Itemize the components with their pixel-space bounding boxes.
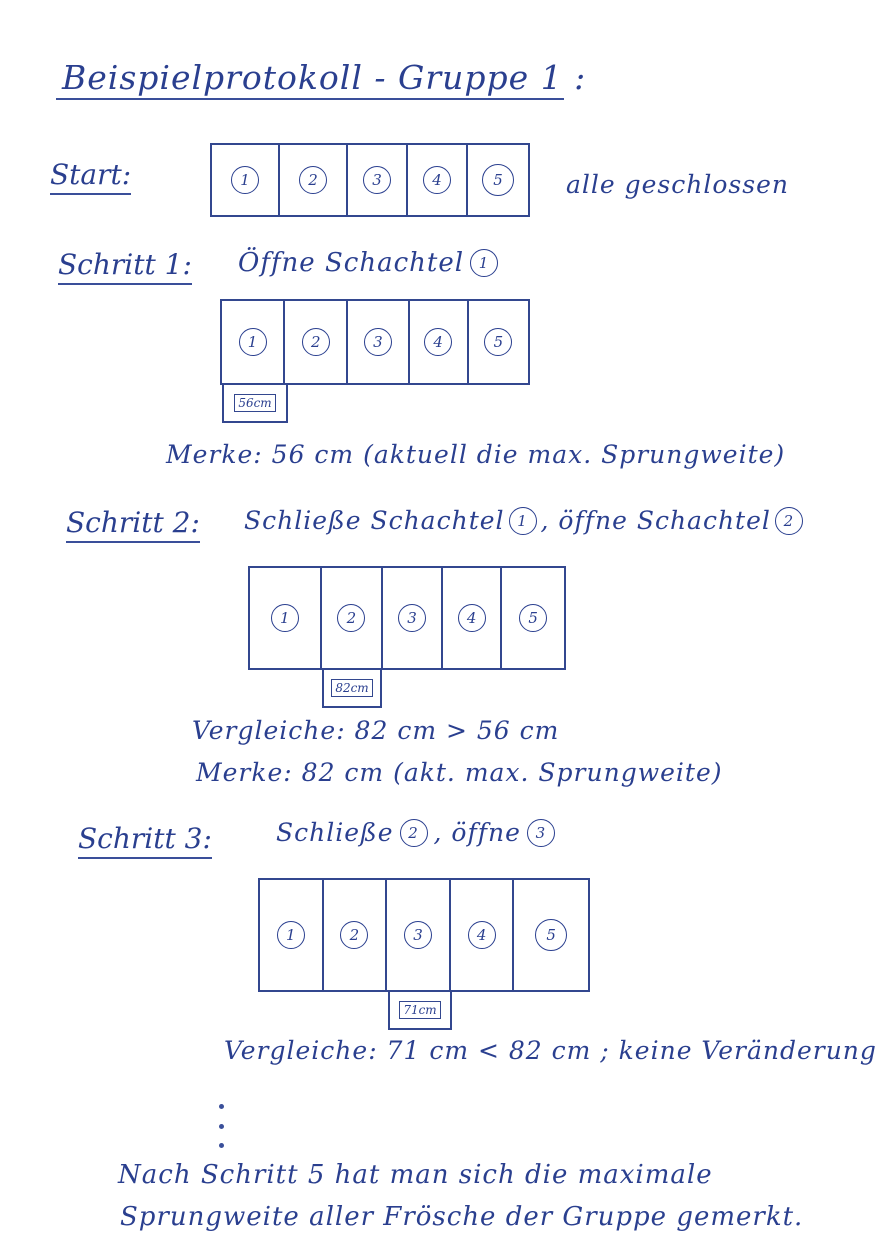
box-number: 3 [364,328,392,356]
step3-compare: Vergleiche: 71 cm < 82 cm ; keine Veränderung [224,1036,877,1065]
box-number: 2 [299,166,327,194]
box-cell [451,880,515,990]
ellipsis-dot [219,1143,224,1148]
step1-label [58,248,192,281]
step2-label [66,506,200,539]
step3-action-text-2: , öffne [433,818,521,847]
page-title: Beispielprotokoll - Gruppe 1 : [62,58,587,97]
box-cell [222,301,285,383]
step1-action [238,248,498,278]
box-cell [468,145,528,215]
box-cell [285,301,348,383]
step2-measurement [322,668,382,708]
box-cell [502,568,564,668]
box-cell [410,301,469,383]
step2-action [244,506,803,535]
step2-note: Merke: 82 cm (akt. max. Sprungweite) [196,758,723,787]
step2-label-text: Schritt 2: [66,506,200,543]
box-number: 2 [302,328,330,356]
step1-action-text: Öffne Schachtel [238,248,465,278]
box-number: 5 [535,919,567,951]
box-number: 5 [482,164,514,196]
step2-box-row [248,566,566,670]
box-cell [383,568,443,668]
step3-action-box-2: 3 [527,819,555,847]
step2-action-text-1: Schließe Schachtel [244,506,505,535]
step2-measurement-text: 82cm [331,679,372,697]
box-number: 1 [277,921,305,949]
box-number: 2 [340,921,368,949]
box-cell [322,568,384,668]
box-cell [469,301,528,383]
step2-action-box-2: 2 [775,507,803,535]
step2-compare: Vergleiche: 82 cm > 56 cm [192,716,560,745]
box-number: 3 [363,166,391,194]
step1-measurement [222,383,288,423]
box-number: 4 [424,328,452,356]
box-number: 4 [423,166,451,194]
conclusion-line-2: Sprungweite aller Frösche der Gruppe gemerkt. [120,1202,804,1232]
box-number: 5 [519,604,547,632]
box-number: 1 [239,328,267,356]
box-cell [443,568,503,668]
box-number: 3 [398,604,426,632]
step1-action-box: 1 [470,249,498,277]
box-cell [348,145,408,215]
step3-action [276,818,555,847]
ellipsis-dot [219,1124,224,1129]
step3-box-row [258,878,590,992]
box-number: 1 [231,166,259,194]
box-cell [324,880,388,990]
box-number: 1 [271,604,299,632]
start-box-row [210,143,530,217]
step3-action-text-1: Schließe [276,818,394,847]
step2-action-text-2: , öffne Schachtel [540,506,771,535]
step3-label-text: Schritt 3: [78,822,212,859]
conclusion-line-1: Nach Schritt 5 hat man sich die maximale [118,1160,713,1190]
ellipsis-dot [219,1104,224,1109]
box-number: 3 [404,921,432,949]
start-note: alle geschlossen [566,170,789,199]
box-cell [280,145,348,215]
step1-label-text: Schritt 1: [58,248,192,285]
box-number: 5 [484,328,512,356]
start-label [50,158,131,191]
title-underline [56,98,564,100]
step1-measurement-text: 56cm [234,394,275,412]
start-label-text: Start: [50,158,131,195]
step3-measurement-text: 71cm [399,1001,440,1019]
step3-measurement [388,990,452,1030]
box-cell [212,145,280,215]
box-number: 2 [337,604,365,632]
step3-action-box-1: 2 [400,819,428,847]
step1-note: Merke: 56 cm (aktuell die max. Sprungweite) [166,440,786,469]
box-cell [260,880,324,990]
box-number: 4 [458,604,486,632]
box-cell [250,568,322,668]
box-cell [348,301,409,383]
box-cell [387,880,451,990]
box-cell [408,145,468,215]
step2-action-box-1: 1 [509,507,537,535]
step1-box-row [220,299,530,385]
box-cell [514,880,588,990]
box-number: 4 [468,921,496,949]
step3-label [78,822,212,855]
